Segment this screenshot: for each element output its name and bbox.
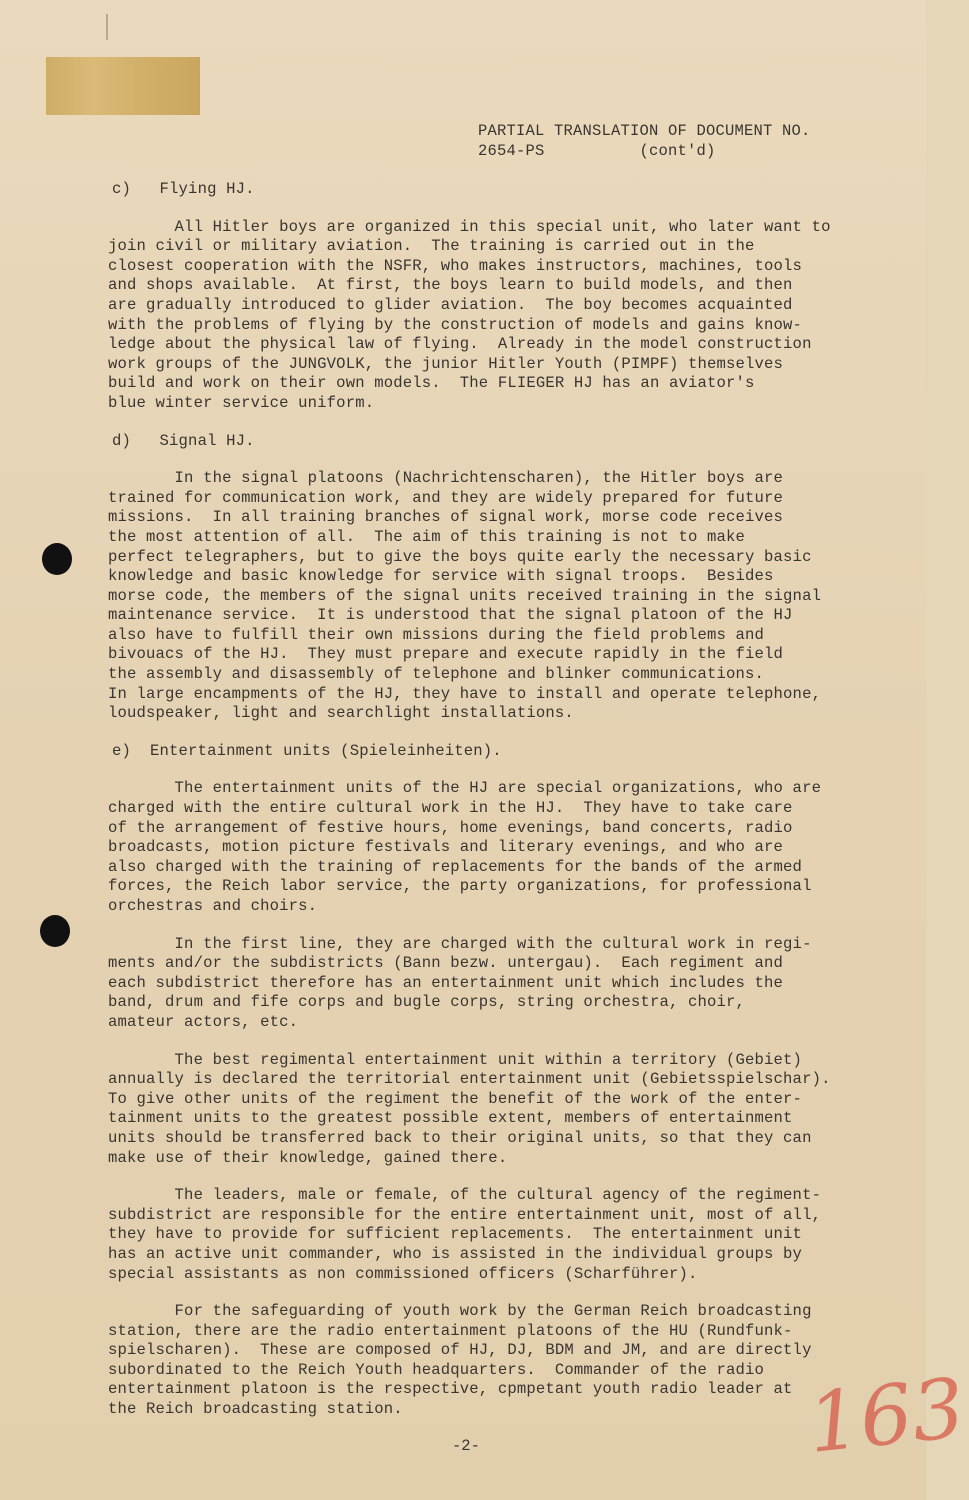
section-entertainment-units	[108, 742, 838, 1420]
edge-mark	[106, 14, 108, 40]
section-heading: c) Flying HJ.	[112, 180, 255, 198]
document-body	[108, 180, 838, 1438]
paragraph: In the signal platoons (Nachrichtenscharen), the Hitler boys are trained for communication work, and they are widely prepared for future missions. In all training branches of signal work, morse code receives the most attention of all. The aim of this training is not to make perfect telegraphers, but to give the boys quite early the necessary basic knowledge and basic knowledge for service with signal troops. Besides morse code, the members of the signal units received training in the signal maintenance service. It is understood that the signal platoon of the HJ also have to fulfill their own missions during the field problems and bivouacs of the HJ. They must prepare and execute rapidly in the field the assembly and disassembly of telephone and blinker communications. In large encampments of the HJ, they have to install and operate telephone, loudspeaker, light and searchlight installations.	[108, 469, 822, 723]
punch-hole-top	[42, 543, 72, 575]
section-heading: d) Signal HJ.	[112, 431, 255, 450]
paragraph: All Hitler boys are organized in this special unit, who later want to join civil or military aviation. The training is carried out in the closest cooperation with the NSFR, who makes instructors, machines, tools and shops available. At first, the boys learn to build models, and then are gradually introduced to glider aviation. The boy becomes acquainted with the problems of flying by the construction of models and gains know- ledge about the physical law of flying. Already in the model construction work groups of the JUNGVOLK, the junior Hitler Youth (PIMPF) themselves build and work on their own models. The FLIEGER HJ has an aviator's blue winter service uniform.	[108, 217, 831, 412]
page-number: -2-	[452, 1437, 480, 1455]
paragraph: The entertainment units of the HJ are special organizations, who are charged with the entire cultural work in the HJ. They have to take care of the arrangement of festive hours, home evenings, band concerts, radio broadcasts, motion picture festivals and literary evenings, and who are also charged with the training of replacements for the bands of the armed forces, the Reich labor service, the party organizations, for professional orchestras and choirs.	[108, 779, 822, 915]
header-line-2: 2654-PS (cont'd)	[478, 142, 716, 160]
paragraph: The best regimental entertainment unit within a territory (Gebiet) annually is declared the territorial entertainment unit (Gebietsspielschar). To give other units of the regiment the benefit of the work of the enter- tainment units to the greatest possible extent, members of entertainment units should be transferred back to their original units, so that they can make use of their knowledge, gained there.	[108, 1050, 831, 1167]
section-signal-hj	[108, 432, 838, 724]
section-heading: e) Entertainment units (Spieleinheiten).	[112, 741, 502, 760]
header-line-1: PARTIAL TRANSLATION OF DOCUMENT NO.	[478, 122, 811, 140]
handwritten-page-stamp: 163	[803, 1361, 969, 1472]
punch-hole-bottom	[40, 915, 70, 947]
document-header	[478, 121, 811, 161]
paragraph: For the safeguarding of youth work by the German Reich broadcasting station, there are the radio entertainment platoons of the HU (Rundfunk- spielscharen). These are composed of HJ, DJ, BDM and JM, and are directly subordinated to the Reich Youth headquarters. Commander of the radio entertainment platoon is the respective, cpmpetant youth radio leader at the Reich broadcasting station.	[108, 1302, 812, 1419]
tape-fragment	[46, 57, 200, 115]
paragraph: The leaders, male or female, of the cultural agency of the regiment- subdistrict are responsible for the entire entertainment unit, most of all, they have to provide for sufficient replacements. The entertainment unit has an active unit commander, who is assisted in the individual groups by special assistants as non commissioned officers (Scharführer).	[108, 1186, 822, 1283]
paragraph: In the first line, they are charged with the cultural work in regi- ments and/or the subdistricts (Bann bezw. untergau). Each regiment and each subdistrict therefore has an entertainment unit which includes the band, drum and fife corps and bugle corps, string orchestra, choir, amateur actors, etc.	[108, 934, 812, 1031]
section-flying-hj	[108, 180, 838, 414]
